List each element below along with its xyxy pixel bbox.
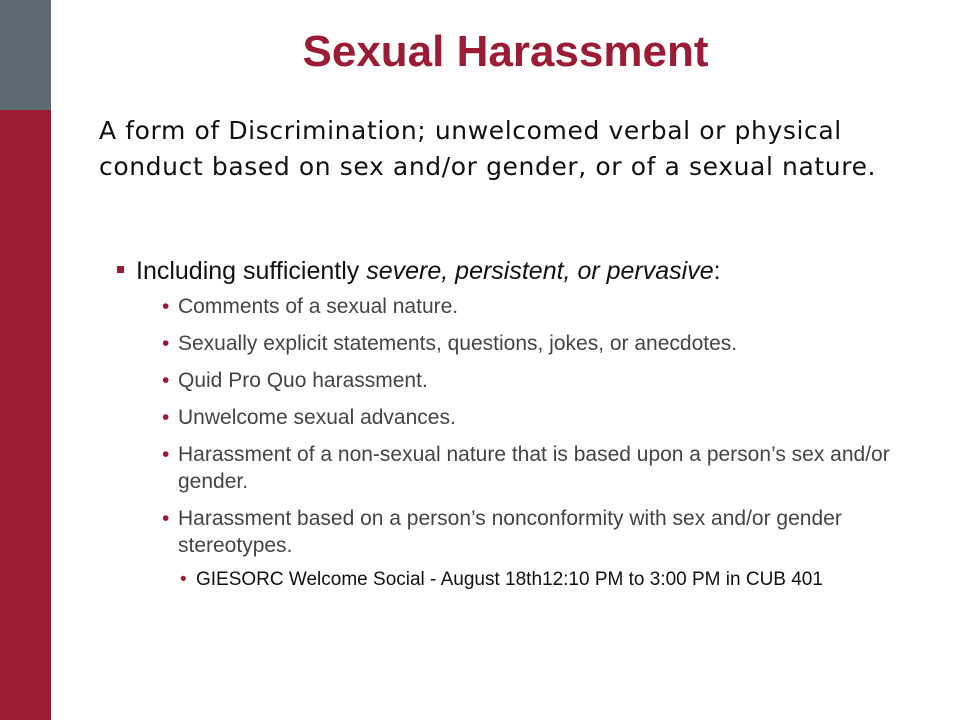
bullet-dot-icon: • [162,507,170,530]
sidebar-top-block [0,0,51,110]
sidebar-bottom-block [0,110,51,720]
list-item [180,568,910,592]
bullet-dot-icon: • [162,369,170,392]
list-item-text: Comments of a sexual nature. [178,295,459,318]
list-item [162,293,912,320]
level1-bullet [117,255,917,287]
level3-list [180,568,910,592]
list-item [162,404,912,431]
list-item-text: Sexually explicit statements, questions, jokes, or anecdotes. [178,332,738,355]
level1-text-italic: severe, persistent, or pervasive [366,257,714,285]
bullet-dot-icon: • [180,569,187,590]
list-item [162,505,912,559]
square-bullet-icon [117,266,124,273]
list-item-text: Harassment based on a person’s nonconformity with sex and/or gender stereotypes. [178,507,842,557]
list-item [162,441,912,495]
list-item [162,330,912,357]
level1-text-after: : [713,257,721,285]
level1-text-before: Including sufficiently [136,257,367,285]
list-item-text: Harassment of a non-sexual nature that is based upon a person’s sex and/or gender. [178,443,890,493]
list-item-text: GIESORC Welcome Social - August 18th12:10 PM to 3:00 PM in CUB 401 [196,569,823,590]
bullet-dot-icon: • [162,443,170,466]
list-item-text: Quid Pro Quo harassment. [178,369,428,392]
bullet-dot-icon: • [162,406,170,429]
list-item-text: Unwelcome sexual advances. [178,406,456,429]
slide-title: Sexual Harassment [302,27,709,76]
intro-paragraph: A form of Discrimination; unwelcomed verbal or physical conduct based on sex and/or gender, or of a sexual nature. [99,116,877,181]
bullet-dot-icon: • [162,295,170,318]
bullet-dot-icon: • [162,332,170,355]
level2-list [162,293,912,569]
list-item [162,367,912,394]
